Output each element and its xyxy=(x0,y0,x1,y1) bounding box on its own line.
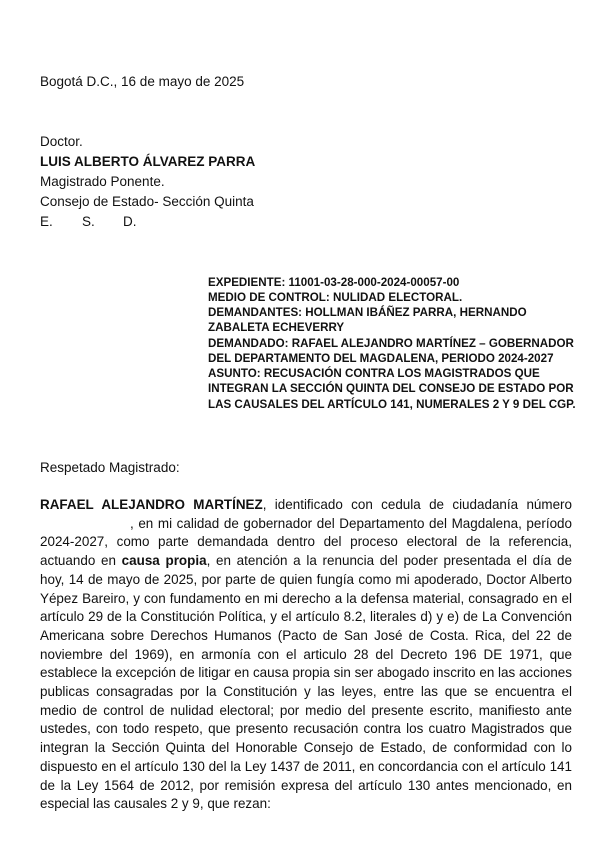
body-paragraph xyxy=(40,496,572,814)
esd-d: D. xyxy=(123,214,137,229)
reference-line: DEL DEPARTAMENTO DEL MAGDALENA, PERIODO 2024-2027 xyxy=(208,352,554,365)
addressee-name: LUIS ALBERTO ÁLVAREZ PARRA xyxy=(40,154,256,169)
reference-line: LAS CAUSALES DEL ARTÍCULO 141, NUMERALES 2 Y 9 DEL CGP. xyxy=(208,398,576,411)
body-text-3: , en atención a la renuncia del poder presentada el día de hoy, 14 de mayo de 2025, por parte de quien fungía como mi apoderado, Doctor Alberto Yépez Bareiro, y con fundamento en mi derecho a la defensa material, consagrado en el artículo 29 de la Constitución Política, y el artículo 8.2, literales d) y e) de La Convención Americana sobre Derechos Humanos (Pacto de San José de Costa. Rica, del 22 de noviembre del 1969), en armonía con el articulo 28 del Decreto 196 DE 1971, que establece la excepción de litigar en causa propia sin ser abogado inscrito en las acciones publicas consagradas por la Constitución y las leyes, entre las que se encuentra el medio de control de nulidad electoral; por medio del presente escrito, manifiesto ante ustedes, con todo respeto, que presento recusación contra los cuatro Magistrados que integran la Sección Quinta del Honorable Consejo de Estado, de conformidad con lo dispuesto en el artículo 130 del la Ley 1437 de 2011, en concordancia con el artículo 141 de la Ley 1564 de 2012, por remisión expresa del artículo 130 antes mencionado, en especial las causales 2 y 9, que rezan: xyxy=(40,553,572,812)
reference-line: EXPEDIENTE: 11001-03-28-000-2024-00057-00 xyxy=(208,276,460,289)
salutation-title: Doctor. xyxy=(40,134,83,149)
reference-line: ZABALETA ECHEVERRY xyxy=(208,321,345,334)
addressee-role: Magistrado Ponente. xyxy=(40,174,165,189)
esd-e: E. xyxy=(40,214,53,229)
body-text-1: , identificado con cedula de ciudadanía número xyxy=(262,497,573,512)
addressee-org: Consejo de Estado- Sección Quinta xyxy=(40,194,254,209)
sender-name: RAFAEL ALEJANDRO MARTÍNEZ xyxy=(40,497,263,512)
greeting: Respetado Magistrado: xyxy=(40,460,180,475)
esd-s: S. xyxy=(82,214,95,229)
reference-line: MEDIO DE CONTROL: NULIDAD ELECTORAL. xyxy=(208,291,463,304)
date-line: Bogotá D.C., 16 de mayo de 2025 xyxy=(40,74,245,89)
reference-line: ASUNTO: RECUSACIÓN CONTRA LOS MAGISTRADOS QUE xyxy=(208,367,540,380)
reference-line: INTEGRAN LA SECCIÓN QUINTA DEL CONSEJO DE ESTADO POR xyxy=(208,382,574,395)
reference-line: DEMANDADO: RAFAEL ALEJANDRO MARTÍNEZ – GOBERNADOR xyxy=(208,337,574,350)
body-text-2: , en mi calidad de gobernador del Departamento del Magdalena, período 2024-2027, como parte demandada dentro del proceso electoral de la referencia, actuando en xyxy=(40,515,572,569)
reference-line: DEMANDANTES: HOLLMAN IBÁÑEZ PARRA, HERNANDO xyxy=(208,306,527,319)
causa-propia: causa propia xyxy=(121,553,207,569)
